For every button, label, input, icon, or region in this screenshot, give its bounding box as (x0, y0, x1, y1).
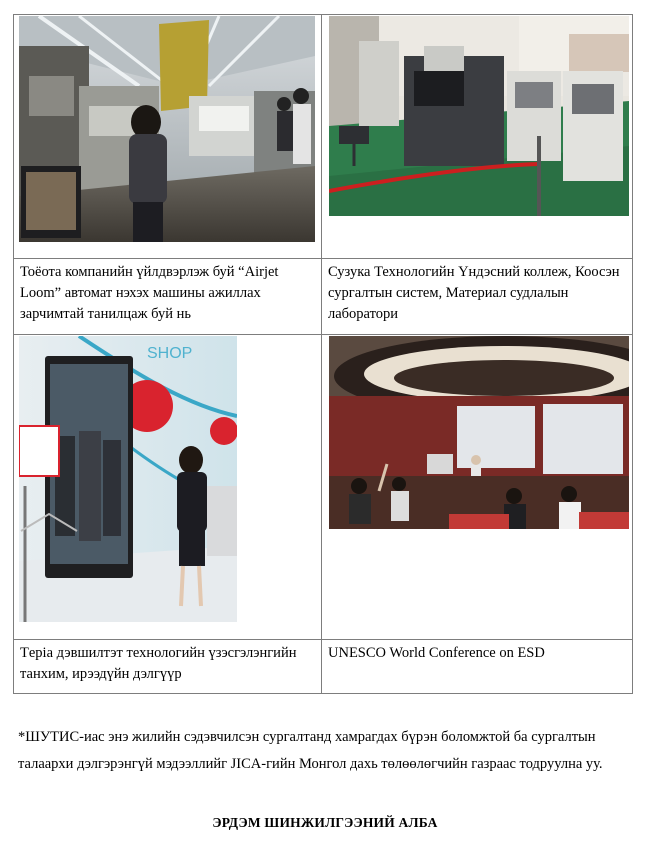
conference-hall-photo (329, 336, 629, 529)
shop-display-photo (19, 336, 237, 622)
department-title: ЭРДЭМ ШИНЖИЛГЭЭНИЙ АЛБА (212, 815, 438, 830)
shop-sign-text: SHOP (147, 345, 193, 362)
photo-caption-4: UNESCO World Conference on ESD (328, 645, 545, 661)
photo-table (13, 14, 633, 694)
photo-caption-2: Сузука Технологийн Үндэсний коллеж, Коосэн сургалтын систем, Материал судлалын лаборатори (328, 264, 620, 322)
footnote-text: *ШУТИС-иас энэ жилийн сэдэвчилсэн сургалтанд хамрагдах бүрэн боломжтой ба сургалтын талаархи дэлгэрэнгүй мэдээллийг JICA-гийн Монгол дахь төлөөлөгчийн газраас тодруулна уу. (18, 729, 603, 772)
lab-machines-photo (329, 16, 629, 216)
photo-caption-3: Тeрia дэвшилтэт технологийн үзэсгэлэнгийн танхим, ирээдүйн дэлгүүр (20, 645, 297, 682)
factory-loom-photo (19, 16, 315, 242)
photo-caption-1: Тоёота компанийн үйлдвэрлэж буй “Airjet Loom” автомат нэхэх машины ажиллах зарчимтай танилцаж буй нь (20, 264, 279, 322)
